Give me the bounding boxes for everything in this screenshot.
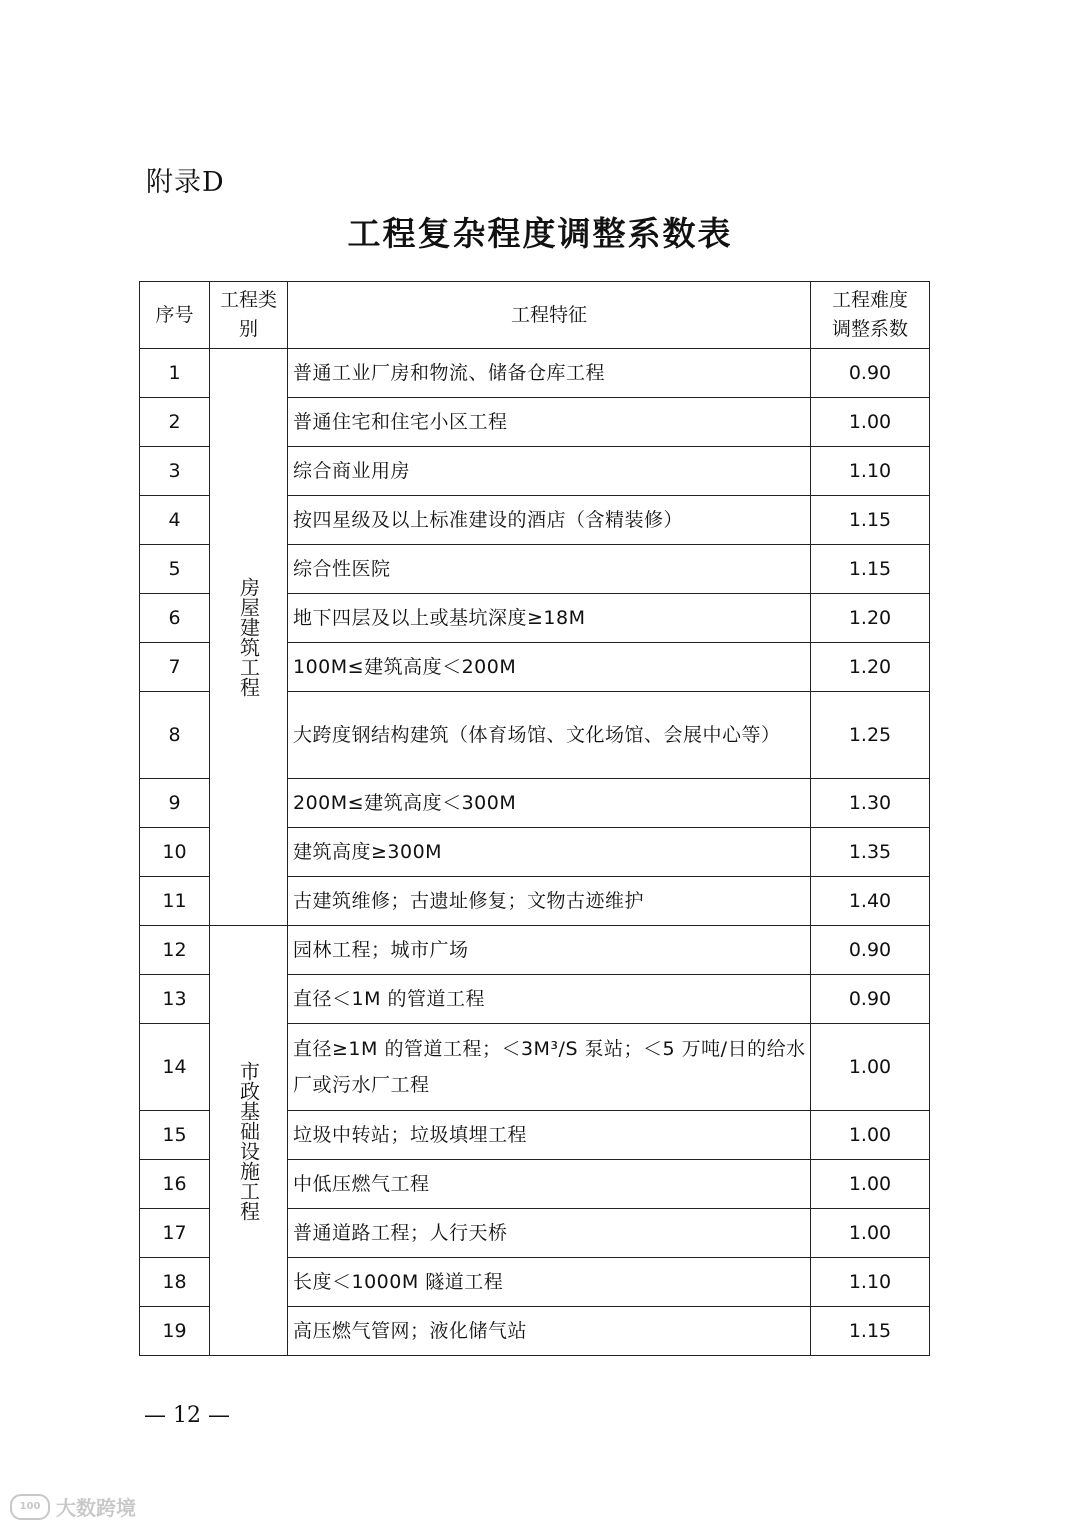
row-index: 4 <box>140 496 210 545</box>
table-header-row <box>140 282 930 349</box>
row-feature: 高压燃气管网；液化储气站 <box>288 1307 811 1356</box>
row-coefficient: 1.00 <box>811 1024 930 1111</box>
page-number: — 12 — <box>144 1403 230 1428</box>
row-index: 7 <box>140 643 210 692</box>
row-feature: 综合性医院 <box>288 545 811 594</box>
row-feature: 普通工业厂房和物流、储备仓库工程 <box>288 349 811 398</box>
row-index: 11 <box>140 877 210 926</box>
row-feature: 直径≥1M 的管道工程；＜3M³/S 泵站；＜5 万吨/日的给水厂或污水厂工程 <box>288 1024 811 1111</box>
row-feature: 中低压燃气工程 <box>288 1160 811 1209</box>
row-feature: 普通道路工程；人行天桥 <box>288 1209 811 1258</box>
row-coefficient: 1.30 <box>811 779 930 828</box>
row-coefficient: 1.00 <box>811 398 930 447</box>
row-index: 13 <box>140 975 210 1024</box>
row-coefficient: 1.00 <box>811 1160 930 1209</box>
watermark-text: 大数跨境 <box>56 1496 136 1520</box>
row-index: 8 <box>140 692 210 779</box>
row-coefficient: 1.15 <box>811 496 930 545</box>
watermark-logo-icon: 100 <box>10 1494 50 1520</box>
row-feature: 大跨度钢结构建筑（体育场馆、文化场馆、会展中心等） <box>288 692 811 779</box>
row-index: 16 <box>140 1160 210 1209</box>
row-index: 5 <box>140 545 210 594</box>
header-category <box>210 282 288 349</box>
header-coefficient <box>811 282 930 349</box>
row-coefficient: 1.35 <box>811 828 930 877</box>
row-coefficient: 1.15 <box>811 545 930 594</box>
header-feature: 工程特征 <box>288 282 811 349</box>
row-index: 10 <box>140 828 210 877</box>
category-cell: 房屋建筑工程 <box>210 349 288 926</box>
row-coefficient: 1.10 <box>811 447 930 496</box>
row-coefficient: 1.25 <box>811 692 930 779</box>
row-feature: 地下四层及以上或基坑深度≥18M <box>288 594 811 643</box>
watermark <box>10 1492 136 1521</box>
row-index: 14 <box>140 1024 210 1111</box>
row-index: 3 <box>140 447 210 496</box>
row-feature: 直径＜1M 的管道工程 <box>288 975 811 1024</box>
row-feature: 园林工程；城市广场 <box>288 926 811 975</box>
header-category-label: 工程类别 <box>220 289 278 340</box>
row-index: 2 <box>140 398 210 447</box>
row-coefficient: 1.20 <box>811 643 930 692</box>
row-coefficient: 1.10 <box>811 1258 930 1307</box>
row-coefficient: 0.90 <box>811 926 930 975</box>
page-title: 工程复杂程度调整系数表 <box>347 214 733 253</box>
header-coefficient-label: 工程难度调整系数 <box>831 289 908 340</box>
row-feature: 长度＜1000M 隧道工程 <box>288 1258 811 1307</box>
row-coefficient: 1.00 <box>811 1209 930 1258</box>
row-coefficient: 0.90 <box>811 975 930 1024</box>
row-coefficient: 1.40 <box>811 877 930 926</box>
row-index: 6 <box>140 594 210 643</box>
category-cell: 市政基础设施工程 <box>210 926 288 1356</box>
row-feature: 古建筑维修；古遗址修复；文物古迹维护 <box>288 877 811 926</box>
row-feature: 普通住宅和住宅小区工程 <box>288 398 811 447</box>
row-feature: 按四星级及以上标准建设的酒店（含精装修） <box>288 496 811 545</box>
row-feature: 100M≤建筑高度＜200M <box>288 643 811 692</box>
row-index: 1 <box>140 349 210 398</box>
row-feature: 综合商业用房 <box>288 447 811 496</box>
row-coefficient: 1.00 <box>811 1111 930 1160</box>
row-index: 15 <box>140 1111 210 1160</box>
row-coefficient: 1.15 <box>811 1307 930 1356</box>
row-coefficient: 0.90 <box>811 349 930 398</box>
row-index: 17 <box>140 1209 210 1258</box>
table-row <box>140 926 930 975</box>
row-index: 18 <box>140 1258 210 1307</box>
appendix-label: 附录D <box>146 167 225 198</box>
row-coefficient: 1.20 <box>811 594 930 643</box>
row-feature: 垃圾中转站；垃圾填埋工程 <box>288 1111 811 1160</box>
row-feature: 建筑高度≥300M <box>288 828 811 877</box>
row-index: 9 <box>140 779 210 828</box>
coefficient-table <box>139 281 930 1356</box>
table-row <box>140 349 930 398</box>
row-feature: 200M≤建筑高度＜300M <box>288 779 811 828</box>
row-index: 12 <box>140 926 210 975</box>
row-index: 19 <box>140 1307 210 1356</box>
header-index: 序号 <box>140 282 210 349</box>
